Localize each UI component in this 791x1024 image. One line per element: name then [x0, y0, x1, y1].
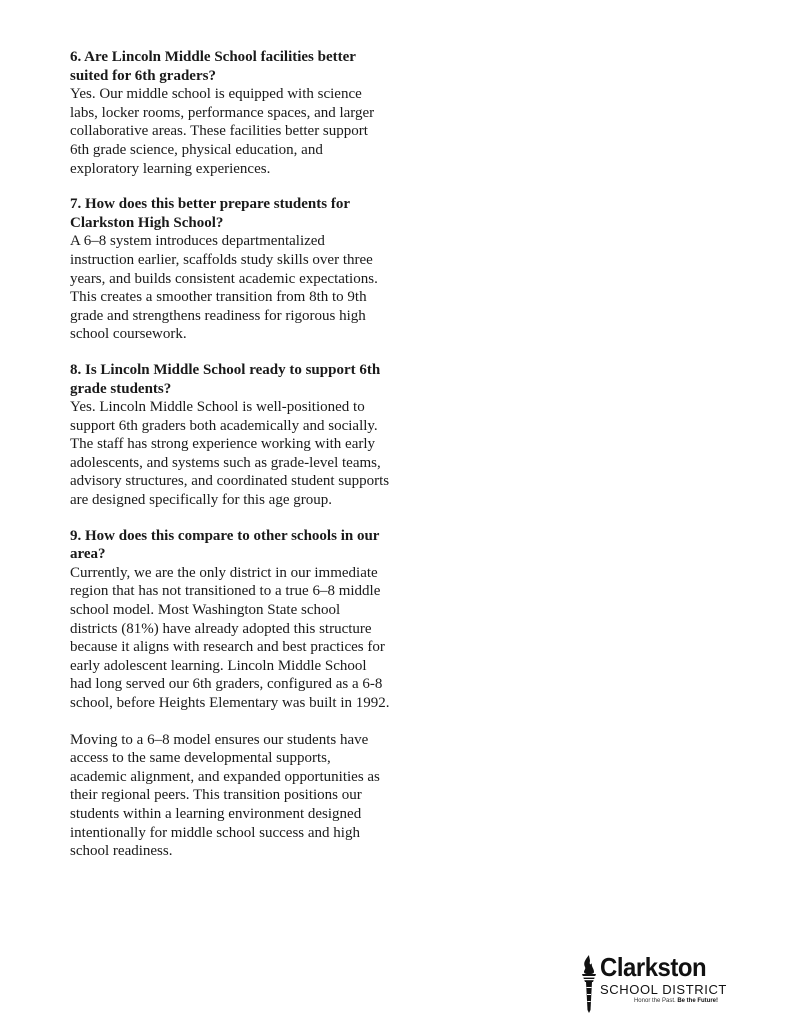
clarkston-logo: [580, 952, 727, 1016]
faq-question: 7. How does this better prepare students for Clarkston High School?: [70, 196, 350, 231]
faq-answer: Yes. Our middle school is equipped with science labs, locker rooms, performance spaces, and larger collaborative areas. These facilities better support 6th grade science, physical education, and exploratory learning experiences.: [70, 86, 375, 177]
logo-district: SCHOOL DISTRICT: [600, 982, 727, 997]
faq-answer-continued: Moving to a 6–8 model ensures our students have access to the same developmental supports, academic alignment, and expanded opportunities as their regional peers. This transition positions our students within a learning environment designed intentionally for middle school success and high school readiness.: [70, 731, 380, 860]
faq-column: [70, 48, 390, 861]
faq-question: 9. How does this compare to other schools in our area?: [70, 527, 380, 563]
logo-name: Clarkston: [600, 952, 707, 982]
faq-answer: A 6–8 system introduces departmentalized instruction earlier, scaffolds study skills over three years, and builds consistent academic expectations. This creates a smoother transition from 8th to 9th grade and strengthens readiness for rigorous high school coursework.: [70, 233, 378, 343]
faq-question: 8. Is Lincoln Middle School ready to support 6th grade students?: [70, 361, 381, 397]
faq-question: 6. Are Lincoln Middle School facilities better suited for 6th graders?: [70, 49, 356, 84]
faq-item-8: [70, 361, 390, 510]
faq-item-9: [70, 527, 390, 861]
faq-answer: Yes. Lincoln Middle School is well-positioned to support 6th graders both academically and socially. The staff has strong experience working with early adolescents, and systems such as grade-level teams, advisory structures, and coordinated student supports are designed specifically for this age group.: [70, 399, 390, 509]
logo-tagline: [600, 997, 718, 1005]
torch-icon: [580, 954, 598, 1014]
faq-item-6: [70, 48, 390, 178]
logo-tagline-part1: Honor the Past.: [633, 998, 678, 1004]
logo-tagline-part2: Be the Future!: [677, 998, 718, 1004]
logo-wordmark: [600, 952, 727, 1005]
faq-answer: Currently, we are the only district in our immediate region that has not transitioned to a true 6–8 middle school model. Most Washington State school districts (81%) have already adopted this structure because it aligns with research and best practices for early adolescent learning. Lincoln Middle School had long served our 6th graders, configured as a 6-8 school, before Heights Elementary was built in 1992.: [70, 564, 390, 711]
faq-item-7: [70, 195, 390, 344]
